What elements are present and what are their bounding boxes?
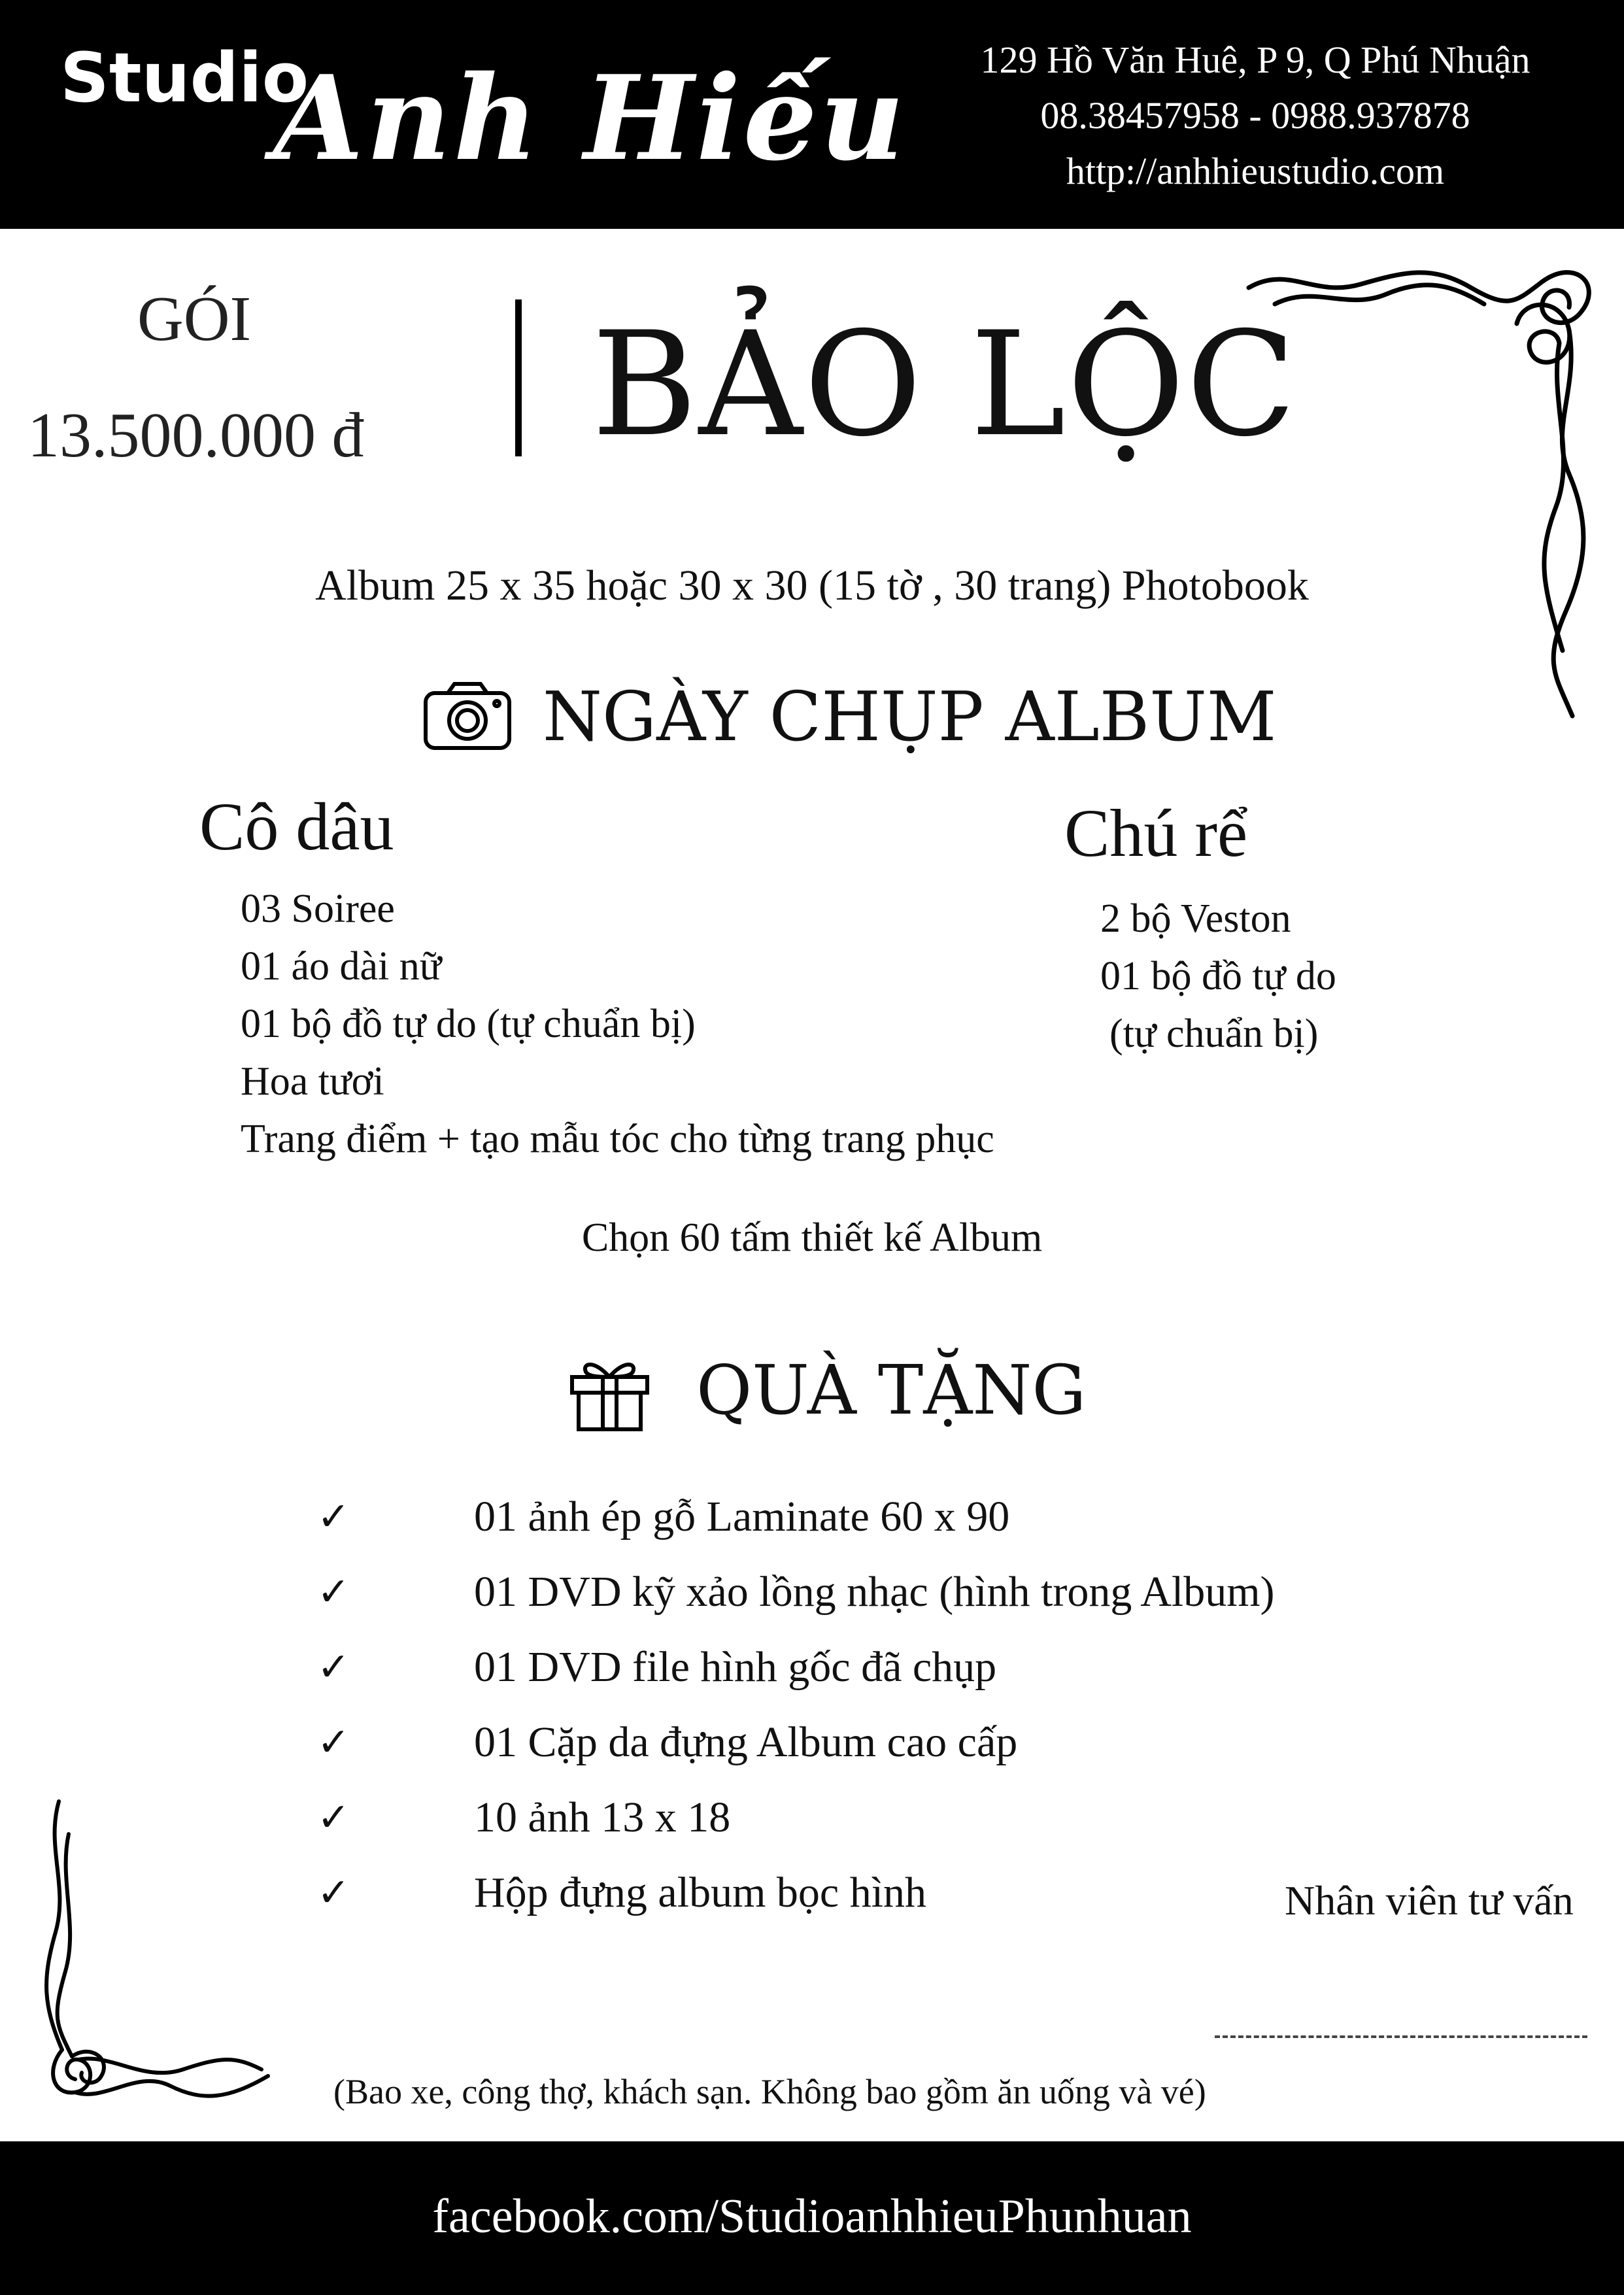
check-icon: ✓ (317, 1870, 350, 1916)
groom-heading: Chú rể (1064, 796, 1248, 871)
package-label: GÓI (137, 284, 252, 354)
corner-ornament-bottom-left (39, 1795, 281, 2109)
bride-item: Trang điểm + tạo mẫu tóc cho từng trang phục (241, 1117, 994, 1161)
signature-line (1215, 2035, 1587, 2038)
phone-text: 08.38457958 - 0988.937878 (1040, 94, 1470, 137)
bride-heading: Cô dâu (199, 789, 394, 864)
gift-item: 01 DVD file hình gốc đã chụp (474, 1643, 997, 1691)
gift-item: 01 ảnh ép gỗ Laminate 60 x 90 (474, 1493, 1010, 1540)
album-spec: Album 25 x 35 hoặc 30 x 30 (15 tờ , 30 trang) Photobook (315, 562, 1309, 609)
bride-item: 01 áo dài nữ (241, 944, 442, 989)
camera-icon (422, 680, 513, 752)
groom-item: 01 bộ đồ tự do (1100, 954, 1336, 998)
gift-section-title: QUÀ TẶNG (696, 1350, 1087, 1430)
groom-item: 2 bộ Veston (1100, 896, 1291, 941)
groom-item: (tự chuẩn bị) (1109, 1012, 1319, 1056)
gift-item: 10 ảnh 13 x 18 (474, 1794, 731, 1841)
package-price: 13.500.000 đ (27, 400, 364, 471)
check-icon: ✓ (317, 1494, 350, 1540)
check-icon: ✓ (317, 1644, 350, 1690)
gift-item: 01 Cặp da đựng Album cao cấp (474, 1718, 1018, 1766)
website-link[interactable]: http://anhhieustudio.com (1066, 150, 1445, 192)
title-divider (515, 299, 522, 456)
gift-item: Hộp đựng album bọc hình (474, 1869, 927, 1916)
package-title: BẢO LỘC (592, 301, 1298, 468)
studio-word: Studio (60, 38, 309, 118)
bride-item: 03 Soiree (241, 887, 395, 931)
check-icon: ✓ (317, 1720, 350, 1765)
select-note: Chọn 60 tấm thiết kế Album (581, 1216, 1043, 1260)
consultant-label: Nhân viên tư vấn (1285, 1877, 1574, 1924)
bride-item: 01 bộ đồ tự do (tự chuẩn bị) (241, 1002, 696, 1046)
address-text: 129 Hồ Văn Huê, P 9, Q Phú Nhuận (980, 39, 1531, 81)
gift-item: 01 DVD kỹ xảo lồng nhạc (hình trong Album) (474, 1568, 1275, 1616)
shoot-section-title: NGÀY CHỤP ALBUM (543, 677, 1277, 756)
gift-icon (569, 1353, 651, 1432)
check-icon: ✓ (317, 1795, 350, 1841)
brand-logo: Anh Hiếu (273, 50, 907, 186)
bride-item: Hoa tươi (241, 1059, 384, 1104)
footnote: (Bao xe, công thợ, khách sạn. Không bao gồm ăn uống và vé) (333, 2072, 1206, 2111)
header-bar (0, 0, 1624, 229)
check-icon: ✓ (317, 1569, 350, 1615)
facebook-link[interactable]: facebook.com/StudioanhhieuPhunhuan (432, 2190, 1192, 2243)
